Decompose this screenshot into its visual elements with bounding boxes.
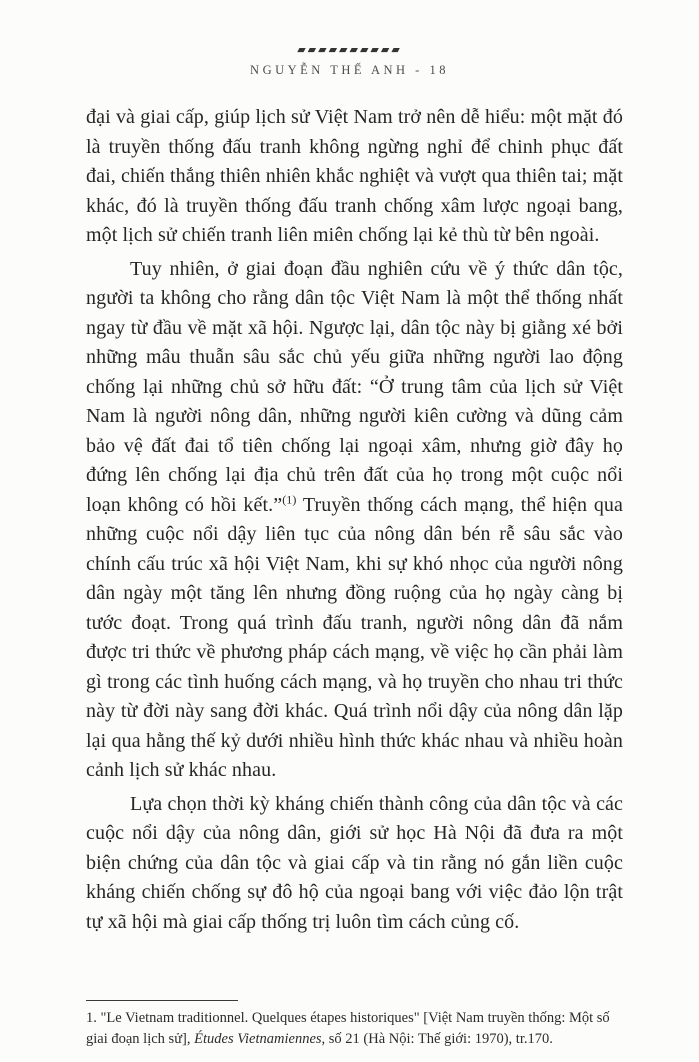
body-text: [86, 103, 623, 937]
footnote-divider: [86, 1000, 238, 1001]
footnote-text: 1. "Le Vietnam traditionnel. Quelques étapes historiques" [Việt Nam truyền thống: Một số giai đoạn lịch sử],: [86, 1010, 610, 1047]
ornament-band-icon: ▰▰▰▰▰▰▰▰▰▰: [297, 43, 402, 56]
running-header: NGUYỄN THẾ ANH - 18: [250, 63, 449, 77]
footnote-journal-title: Études Vietnamiennes: [194, 1031, 322, 1047]
page-header: [0, 0, 699, 78]
paragraph-text: Tuy nhiên, ở giai đoạn đầu nghiên cứu về ý thức dân tộc, người ta không cho rằng dân tộc Việt Nam là một thể thống nhất ngay từ đầu về mặt xã hội. Ngược lại, dân tộc này bị giằng xé bởi những mâu thuẫn sâu sắc chủ yếu giữa những người lao động chống lại những chủ sở hữu đất: “Ở trung tâm của lịch sử Việt Nam là người nông dân, những người kiên cường và dũng cảm bảo vệ đất đai tổ tiên chống lại ngoại xâm, nhưng giờ đây họ đứng lên chống lại địa chủ trên đất của họ trong một cuộc nổi loạn không có hồi kết.”: [86, 257, 623, 516]
footnote: [86, 1000, 623, 1050]
paragraph: đại và giai cấp, giúp lịch sử Việt Nam trở nên dễ hiểu: một mặt đó là truyền thống đấu tranh không ngừng nghỉ để chinh phục đất đai, chiến thắng thiên nhiên khắc nghiệt và vượt qua thiên tai; mặt khác, đó là truyền thống đấu tranh chống xâm lược ngoại bang, một lịch sử chiến tranh liên miên chống lại kẻ thù từ bên ngoài.: [86, 106, 623, 246]
footnote-text: , số 21 (Hà Nội: Thế giới: 1970), tr.170.: [321, 1031, 553, 1047]
paragraph: Lựa chọn thời kỳ kháng chiến thành công của dân tộc và các cuộc nổi dậy của nông dân, giới sử học Hà Nội đã đưa ra một biện chứng của dân tộc và giai cấp và tin rằng nó gắn liền cuộc kháng chiến chống sự đô hộ của ngoại bang với việc đảo lộn trật tự xã hội mà giai cấp thống trị luôn tìm cách củng cố.: [86, 792, 623, 933]
footnote-marker: (1): [282, 491, 297, 506]
paragraph: [86, 255, 623, 786]
paragraph-text: Truyền thống cách mạng, thể hiện qua những cuộc nổi dậy liên tục của nông dân bén rễ sâu sắc vào chính cấu trúc xã hội Việt Nam, khi sự khó nhọc của người nông dân ngày một tăng lên nhưng đồng ruộng của họ ngày càng bị tước đoạt. Trong quá trình đấu tranh, người nông dân đã nắm được tri thức về phương pháp cách mạng, về việc họ cần phải làm gì trong các tình huống cách mạng, và họ truyền cho nhau tri thức này từ đời này sang đời khác. Quá trình nổi dậy của nông dân lặp lại qua hằng thế kỷ dưới nhiều hình thức khác nhau và nhiều hoàn cảnh lịch sử khác nhau.: [86, 493, 623, 781]
